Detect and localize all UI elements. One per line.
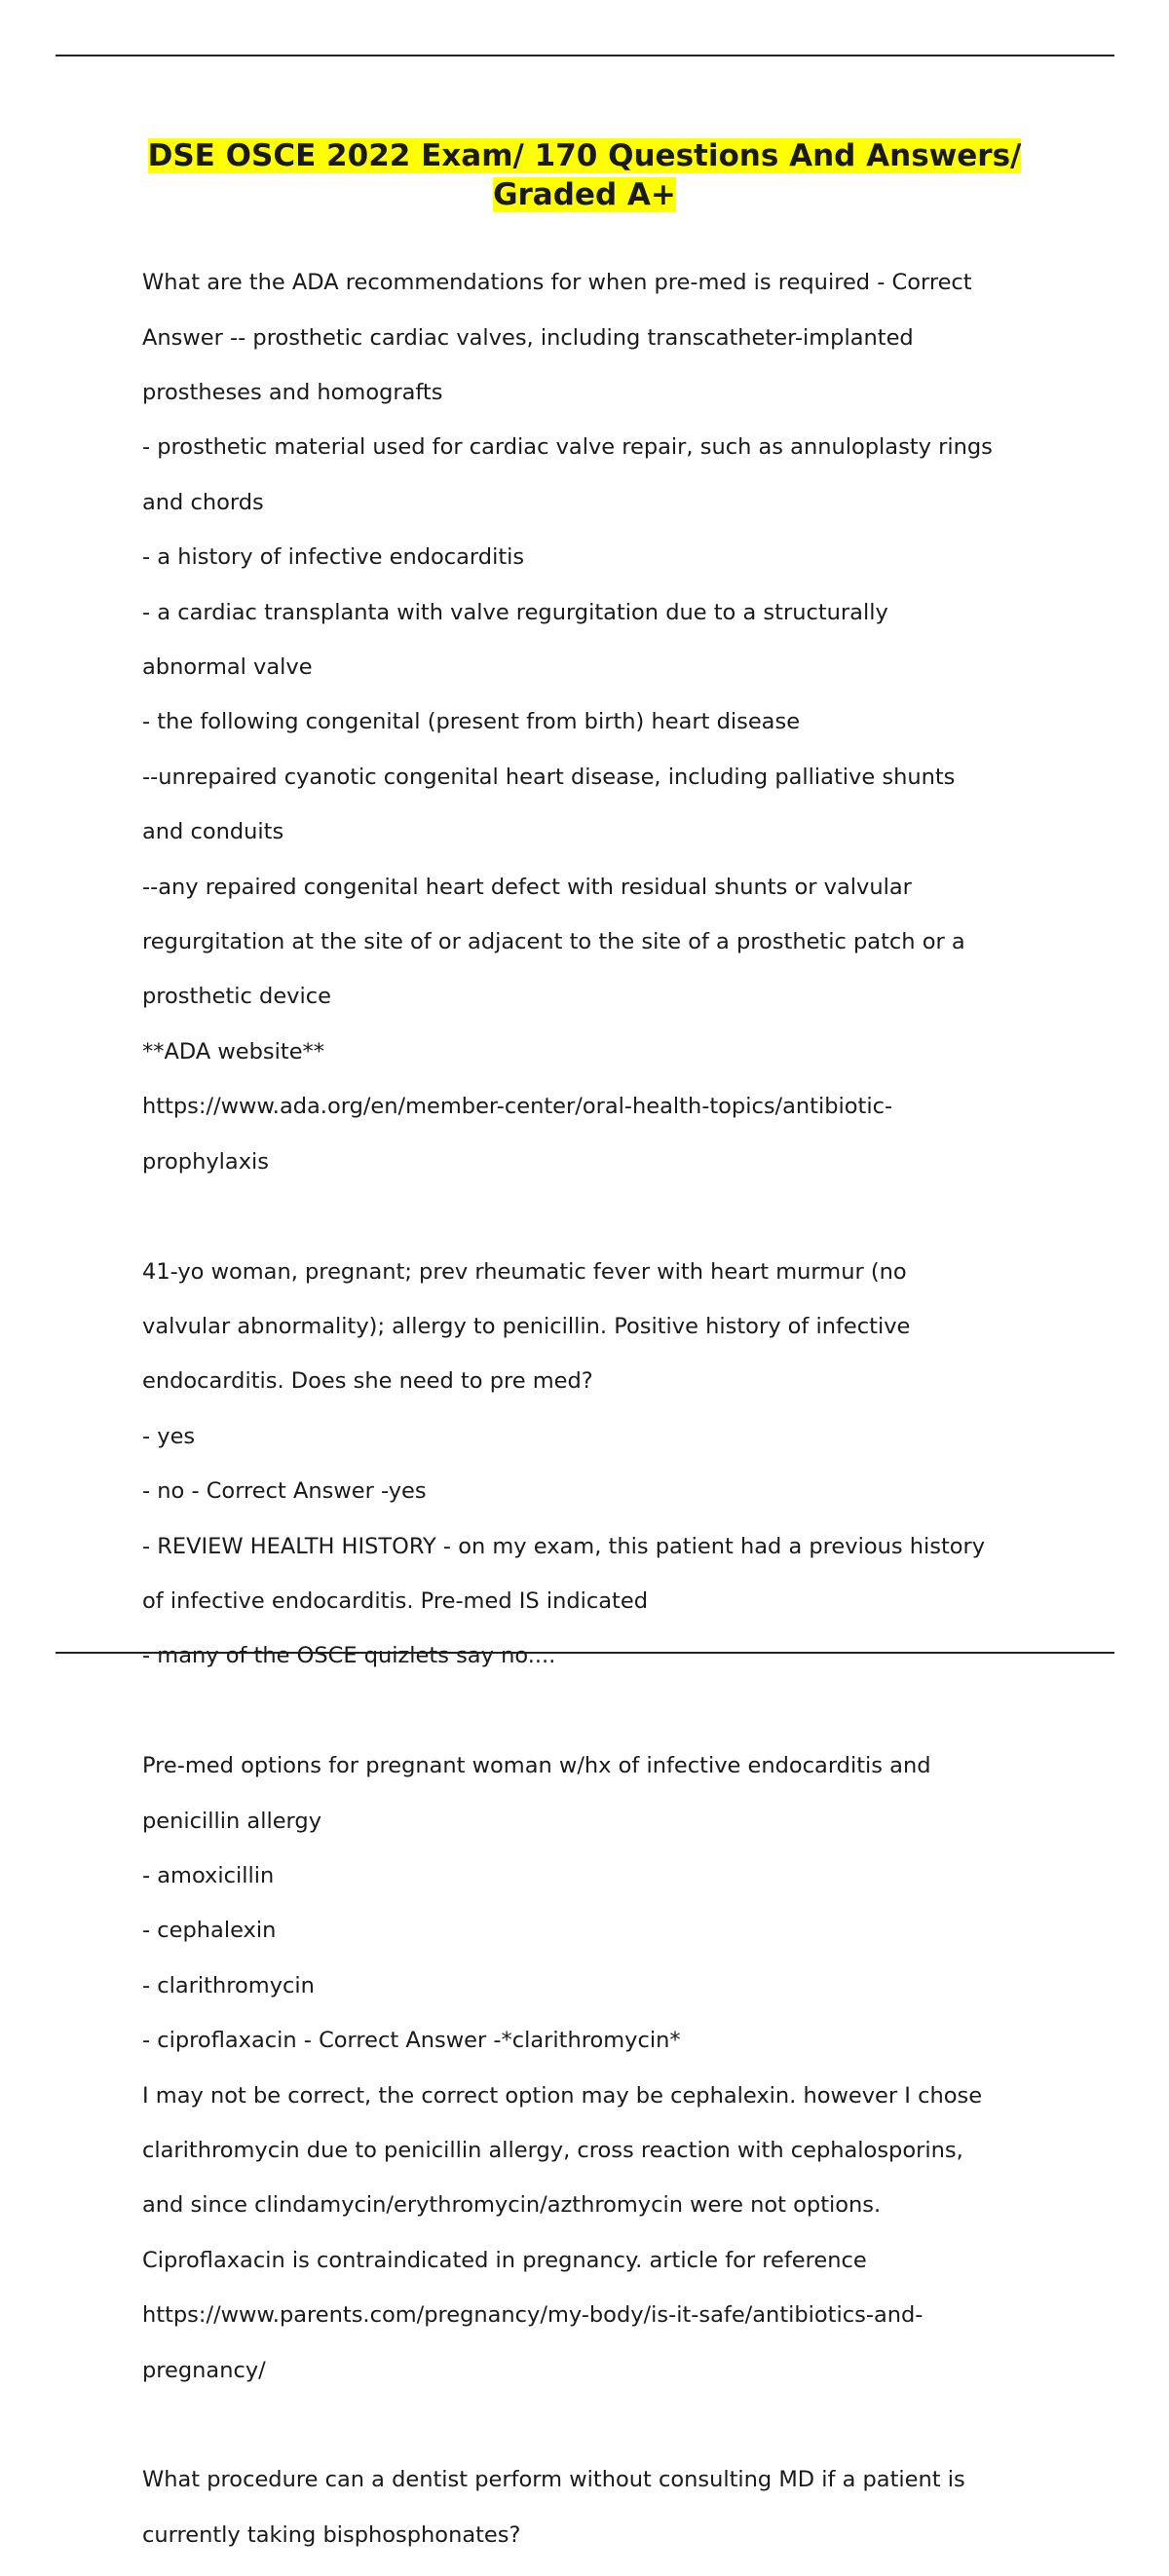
text-line: valvular abnormality); allergy to penicillin. Positive history of infective: [142, 1313, 911, 1339]
paragraph-gap: [142, 1203, 1077, 1230]
text-line: - a history of infective endocarditis: [142, 544, 525, 571]
reference-link: pregnancy/: [142, 2357, 266, 2383]
text-line: What procedure can a dentist perform without consulting MD if a patient is: [142, 2467, 965, 2493]
text-line: - REVIEW HEALTH HISTORY - on my exam, this patient had a previous history: [142, 1533, 986, 1559]
text-line: --unrepaired cyanotic congenital heart disease, including palliative shunts: [142, 764, 956, 790]
qa-block-3: [142, 1725, 1077, 2411]
text-line: - ciproflaxacin - Correct Answer -*clarithromycin*: [142, 2028, 681, 2054]
text-line: - amoxicillin: [142, 1862, 275, 1888]
header-rule: [56, 55, 1114, 56]
text-line: and chords: [142, 489, 264, 515]
text-line: - no - Correct Answer -yes: [142, 1478, 427, 1505]
qa-block-4: [142, 2439, 1077, 2576]
text-line: - cephalexin: [142, 1918, 277, 1944]
reference-link: https://www.parents.com/pregnancy/my-body/is-it-safe/antibiotics-and-: [142, 2302, 924, 2329]
document-title: [97, 136, 1072, 214]
title-line-1: DSE OSCE 2022 Exam/ 170 Questions And Answers/: [147, 138, 1022, 173]
text-line: regurgitation at the site of or adjacent to the site of a prosthetic patch or a: [142, 929, 965, 955]
text-line: Pre-med options for pregnant woman w/hx of infective endocarditis and: [142, 1753, 931, 1779]
text-line: penicillin allergy: [142, 1808, 322, 1834]
text-line: - the following congenital (present from birth) heart disease: [142, 709, 801, 735]
qa-block-2: [142, 1230, 1077, 1697]
text-line: abnormal valve: [142, 654, 313, 681]
paragraph-gap: [142, 1698, 1077, 1725]
text-line: - many of the OSCE quizlets say no....: [142, 1643, 556, 1669]
reference-link: https://www.ada.org/en/member-center/oral-health-topics/antibiotic-: [142, 1094, 893, 1120]
paragraph-gap: [142, 2411, 1077, 2439]
text-line: - a cardiac transplanta with valve regurgitation due to a structurally: [142, 599, 888, 625]
text-line: **ADA website**: [142, 1038, 325, 1064]
text-line: I may not be correct, the correct option may be cephalexin. however I chose: [142, 2082, 983, 2109]
text-line: Answer -- prosthetic cardiac valves, including transcatheter-implanted: [142, 324, 914, 351]
text-line: prosthetic device: [142, 984, 331, 1010]
text-line: --any repaired congenital heart defect with residual shunts or valvular: [142, 874, 912, 900]
text-line: - yes: [142, 1423, 196, 1449]
text-line: and conduits: [142, 819, 284, 845]
text-line: endocarditis. Does she need to pre med?: [142, 1368, 593, 1395]
text-line: Ciproflaxacin is contraindicated in pregnancy. article for reference: [142, 2247, 867, 2273]
footer-rule: [56, 1652, 1114, 1654]
title-line-2: Graded A+: [493, 177, 676, 212]
reference-link: prophylaxis: [142, 1148, 269, 1175]
qa-block-1: [142, 242, 1077, 1203]
text-line: 41-yo woman, pregnant; prev rheumatic fever with heart murmur (no: [142, 1258, 907, 1285]
document-body: [142, 242, 1077, 2576]
text-line: clarithromycin due to penicillin allergy, cross reaction with cephalosporins,: [142, 2137, 963, 2163]
text-line: currently taking bisphosphonates?: [142, 2521, 521, 2548]
text-line: - prosthetic material used for cardiac valve repair, such as annuloplasty rings: [142, 434, 993, 461]
text-line: - clarithromycin: [142, 1972, 315, 1998]
text-line: What are the ADA recommendations for when pre-med is required - Correct: [142, 270, 972, 296]
text-line: prostheses and homografts: [142, 380, 443, 406]
text-line: and since clindamycin/erythromycin/azthromycin were not options.: [142, 2192, 882, 2219]
text-line: of infective endocarditis. Pre-med IS indicated: [142, 1587, 648, 1614]
